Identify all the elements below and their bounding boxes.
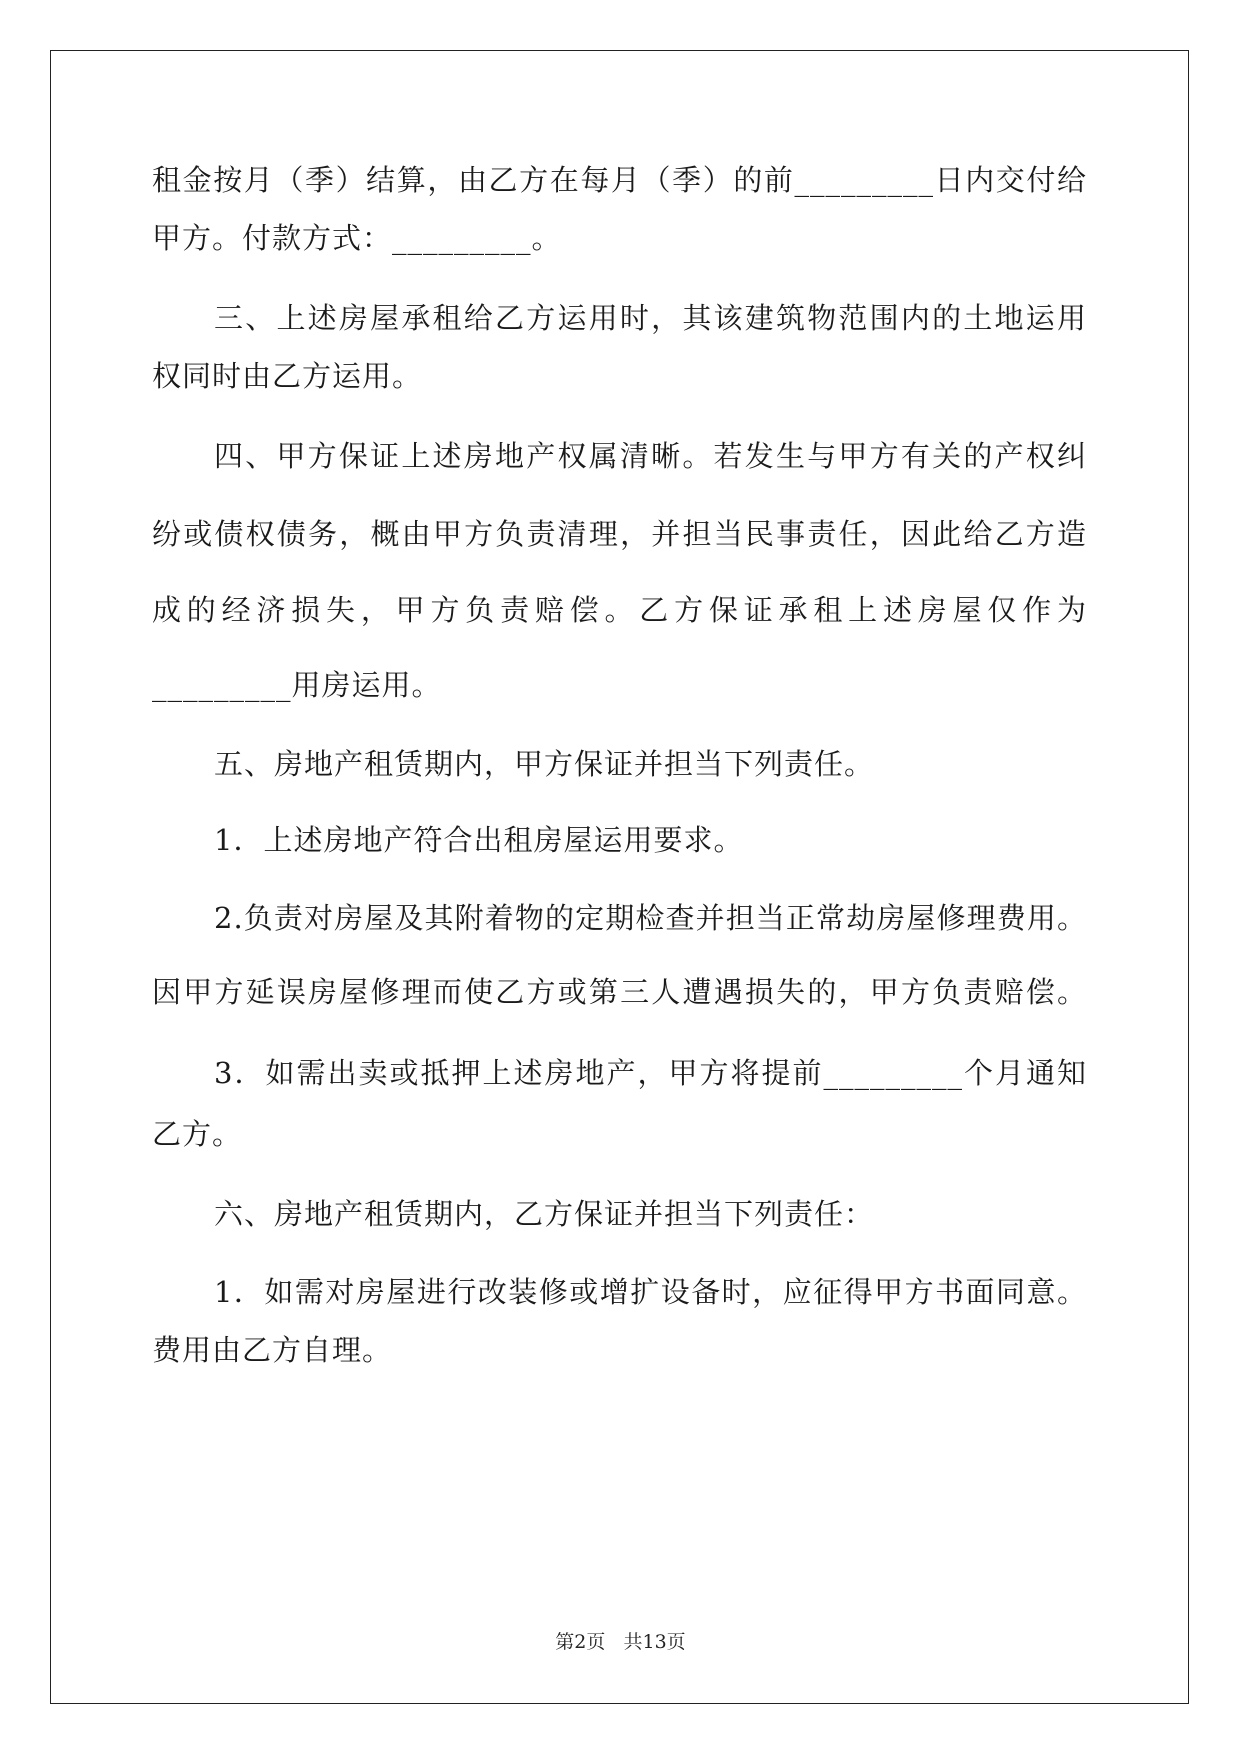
text-line: 纷或债权债务，概由甲方负责清理，并担当民事责任，因此给乙方造 (152, 517, 1087, 551)
text-line: 租金按月（季）结算，由乙方在每月（季）的前_________日内交付给 (152, 163, 1087, 197)
text-line: 五、房地产租赁期内，甲方保证并担当下列责任。 (214, 747, 875, 781)
text-line: 六、房地产租赁期内，乙方保证并担当下列责任： (214, 1197, 875, 1231)
text-line: 因甲方延误房屋修理而使乙方或第三人遭遇损失的，甲方负责赔偿。 (152, 975, 1087, 1009)
text-line: 成的经济损失，甲方负责赔偿。乙方保证承租上述房屋仅作为 (152, 593, 1087, 627)
text-line: 甲方。付款方式：_________。 (152, 221, 562, 255)
text-line: 费用由乙方自理。 (152, 1333, 393, 1367)
text-line: 三、上述房屋承租给乙方运用时，其该建筑物范围内的土地运用 (214, 301, 1087, 335)
text-line: 2.负责对房屋及其附着物的定期检查并担当正常劫房屋修理费用。 (214, 901, 1087, 935)
text-line: 四、甲方保证上述房地产权属清晰。若发生与甲方有关的产权纠 (214, 439, 1087, 473)
text-line: 3．如需出卖或抵押上述房地产，甲方将提前_________个月通知 (214, 1056, 1087, 1090)
text-line: _________用房运用。 (152, 668, 442, 702)
text-line: 乙方。 (152, 1117, 243, 1151)
text-line: 1．上述房地产符合出租房屋运用要求。 (214, 823, 744, 857)
text-line: 1．如需对房屋进行改装修或增扩设备时，应征得甲方书面同意。 (214, 1275, 1087, 1309)
text-line: 权同时由乙方运用。 (152, 359, 423, 393)
page-number: 第2页 共13页 (555, 1631, 686, 1653)
